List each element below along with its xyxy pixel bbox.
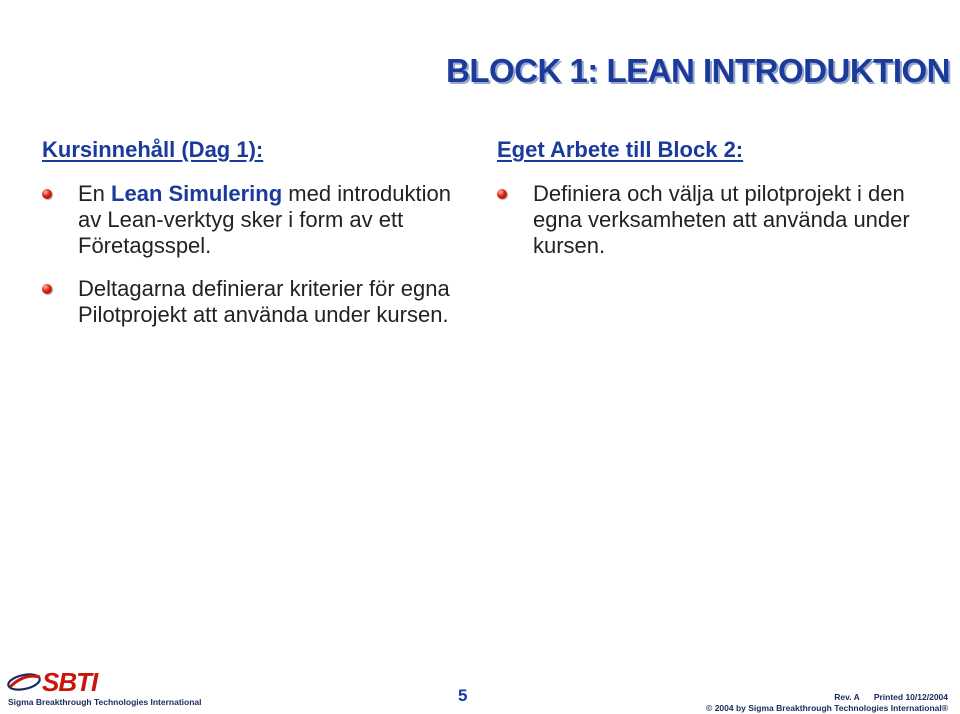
course-content-list <box>42 181 472 328</box>
revision-line <box>834 692 948 702</box>
bullet-text: Deltagarna definierar kriterier för egna Pilotprojekt att använda under kursen. <box>78 276 450 327</box>
revision-label: Rev. A <box>834 692 860 702</box>
bullet-icon <box>42 284 52 294</box>
bullet-prefix: En <box>78 181 112 206</box>
course-content-column <box>42 137 472 345</box>
list-item <box>42 181 472 259</box>
logo-company-name: Sigma Breakthrough Technologies International <box>8 697 202 707</box>
course-content-heading: Kursinnehåll (Dag 1): <box>42 137 264 162</box>
bullet-icon <box>497 189 507 199</box>
sbti-logo <box>6 667 202 711</box>
own-work-column <box>497 137 937 276</box>
list-item <box>42 276 472 328</box>
logo-wordmark: SBTI <box>42 667 98 697</box>
own-work-list <box>497 181 937 259</box>
slide-title: BLOCK 1: LEAN INTRODUKTION <box>446 52 950 89</box>
bullet-text: Definiera och välja ut pilotprojekt i den egna verksamheten att använda under kursen. <box>533 181 910 258</box>
lean-simulation-emphasis: Lean Simulering <box>111 181 283 206</box>
own-work-heading: Eget Arbete till Block 2: <box>497 137 744 162</box>
bullet-suffix: med introduktion av Lean-verktyg sker i form av ett Företagsspel. <box>78 181 451 258</box>
logo-swoosh-icon <box>6 669 42 695</box>
printed-date: Printed 10/12/2004 <box>873 692 948 702</box>
copyright-notice: © 2004 by Sigma Breakthrough Technologies International® <box>706 703 948 713</box>
page-number: 5 <box>458 686 468 705</box>
list-item <box>497 181 937 259</box>
bullet-icon <box>42 189 52 199</box>
